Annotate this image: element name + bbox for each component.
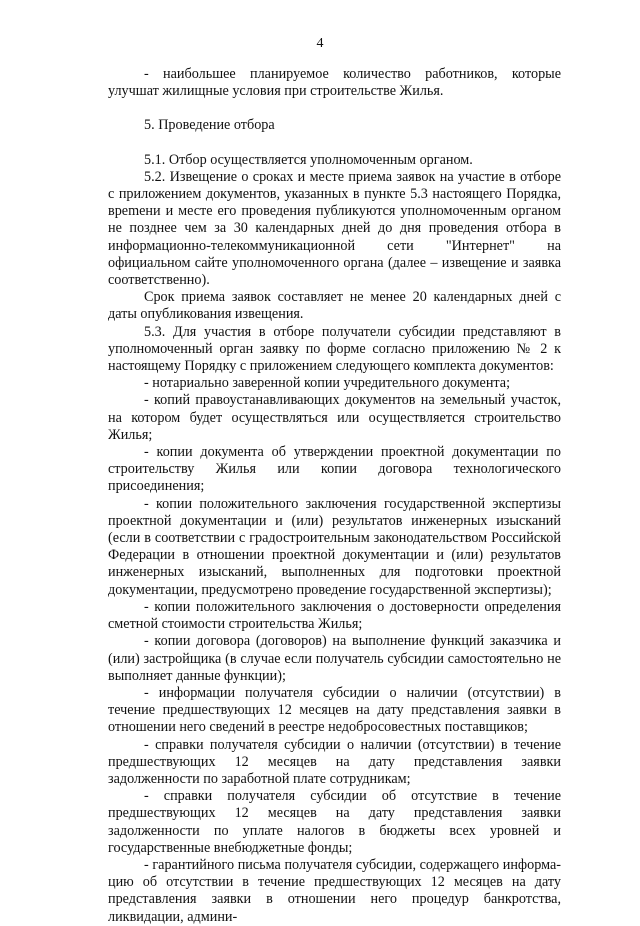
document-list-item: - копий правоустанавливающих документов на земельный участок, на котором будет осуществляться или осуществляется строительство Жилья; [108, 392, 561, 443]
document-list-item: - копии документа об утверждении проектной документации по строительству Жилья или копии договора технологического присоединения; [108, 444, 561, 495]
paragraph-5-2: 5.2. Извещение о сроках и месте приема заявок на участие в отборе с приложением документов, указанных в пункте 5.3 настоящего Порядка, вреmени и месте его проведения публикуются уполномоченным органом не позднее чем за 30 календарных дней до дня проведения отбора в информационно-телекоммуникационной сети "Интернет" на официальном сайте уполномоченного органа (далее – извещение и заявка соответственно). [108, 168, 561, 289]
document-list-item: - копии положительного заключения о достоверности определения сметной стоимости строительства Жилья; [108, 598, 561, 633]
section-heading: 5. Проведение отбора [144, 117, 275, 134]
document-list-item: - копии положительного заключения государственной экспертизы проектной документации и (или) результатов инженерных изысканий (если в соответствии с градостроительным законодательством Российской Федерации в отношении проектной документации и (или) результатов инженерных изысканий, выполненных для подготовки проектной документации, предусмотрено проведение государственной экспертизы); [108, 495, 561, 598]
paragraph-5-3: 5.3. Для участия в отборе получатели субсидии представляют в уполномоченный орган заявку по форме согласно приложению № 2 к настоящему Порядку с приложением следующего комплекта документов: [108, 323, 561, 375]
document-list-item: - справки получателя субсидии об отсутствие в течение предшествующих 12 месяцев на дату представления заявки задолженности по уплате налогов в бюджеты всех уровней и государственные внебюджетные фонды; [108, 788, 561, 856]
paragraph-deadline: Срок приема заявок составляет не менее 20 календарных дней с даты опубликования извещения. [108, 289, 561, 323]
paragraph-5-1: 5.1. Отбор осуществляется уполномоченным органом. [144, 151, 473, 168]
document-list-item: - копии договора (договоров) на выполнение функций заказчика и (или) застройщика (в случае если получатель субсидии самостоятельно не выполняет данные функции); [108, 633, 561, 684]
page-number: 4 [316, 36, 324, 51]
document-body [108, 66, 561, 926]
paragraph-list-item: - наибольшее планируемое количество работников, которые улучшат жилищные условия при строительстве Жилья. [108, 66, 561, 100]
document-list-item: - гарантийного письма получателя субсидии, содержащего информацию об отсутствии в течение предшествующих 12 месяцев на дату представления заявки в отношении него процедур банкротства, ликвидации, админи- [108, 856, 561, 925]
document-list-item: - справки получателя субсидии о наличии (отсутствии) в течение предшествующих 12 месяцев на дату представления заявки задолженности по заработной плате сотрудникам; [108, 736, 561, 787]
document-list-item: - нотариально заверенной копии учредительного документа; [144, 375, 511, 392]
document-list-item: - информации получателя субсидии о наличии (отсутствии) в течение предшествующих 12 месяцев на дату представления заявки в отношении него сведений в реестре недобросовестных поставщиков; [108, 684, 561, 736]
